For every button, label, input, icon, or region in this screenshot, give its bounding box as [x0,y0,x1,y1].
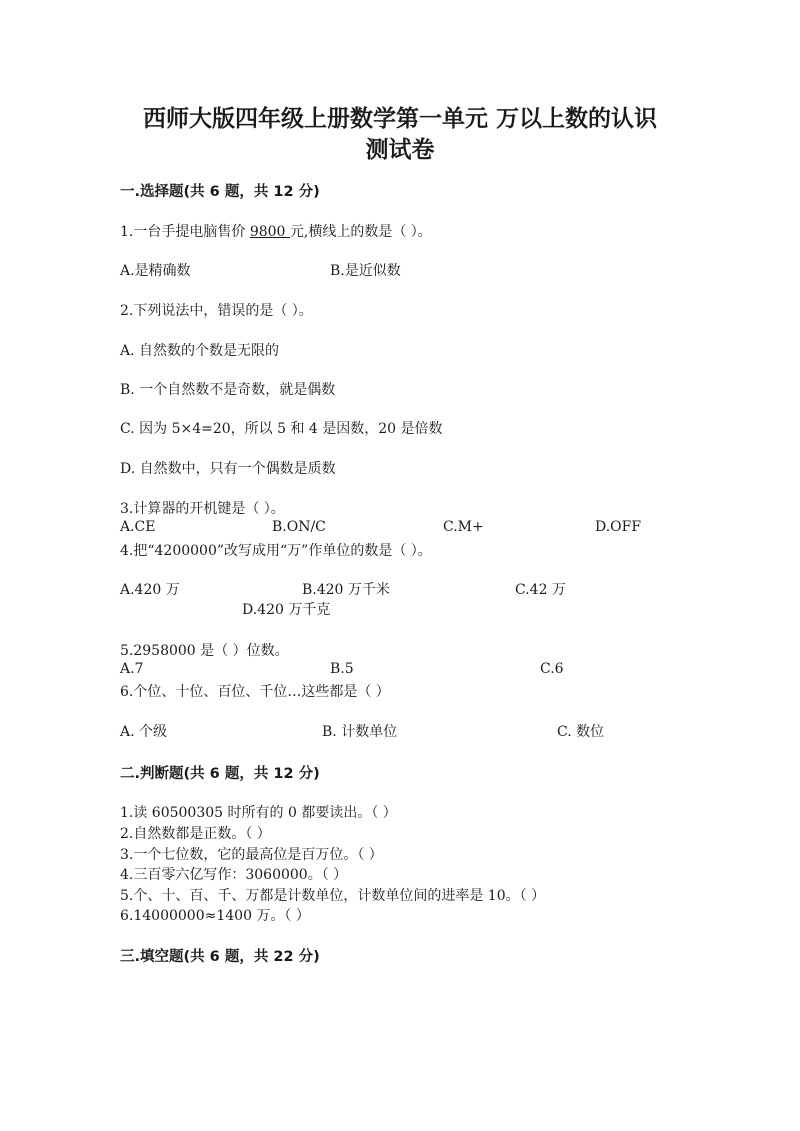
question-2-option-d: D. 自然数中，只有一个偶数是质数 [120,461,336,477]
question-5-option-c: C.6 [540,661,564,677]
question-6-stem: 6.个位、十位、百位、千位…这些都是（ ） [120,684,390,700]
question-2-option-a: A. 自然数的个数是无限的 [120,343,280,359]
question-3-stem: 3.计算器的开机键是（ ）。 [120,501,285,517]
question-5-option-a: A.7 [120,661,144,677]
question-1-stem [120,221,432,241]
question-5-option-b: B.5 [330,661,354,677]
question-2-option-c: C. 因为 5×4=20，所以 5 和 4 是因数，20 是倍数 [120,421,443,437]
question-4-option-a: A.420 万 [120,582,180,598]
question-1-option-b: B.是近似数 [330,263,401,279]
question-1-option-a: A.是精确数 [120,263,191,279]
question-6-option-c: C. 数位 [557,724,605,740]
judge-item-5: 5.个、十、百、千、万都是计数单位，计数单位间的进率是 10。（ ） [120,888,546,904]
question-4-option-b: B.420 万千米 [302,582,390,598]
question-1-underlined-number: 9800 [249,224,290,240]
section-heading-judge: 二.判断题(共 6 题，共 12 分) [120,766,320,782]
judge-item-3: 3.一个七位数，它的最高位是百万位。（ ） [120,847,383,863]
question-3-option-b: B.ON/C [272,519,326,535]
question-1-text-post: 元,横线上的数是（ ）。 [289,224,432,240]
judge-item-6: 6.14000000≈1400 万。（ ） [120,908,310,924]
page-title-line2: 测试卷 [365,137,435,163]
judge-item-4: 4.三百零六亿写作：3060000。（ ） [120,867,348,883]
question-3-option-d: D.OFF [595,519,642,535]
judge-item-2: 2.自然数都是正数。（ ） [120,826,271,842]
question-1-text-pre: 1.一台手提电脑售价 [120,224,250,240]
question-3-option-c: C.M+ [443,519,484,535]
question-4-stem: 4.把“4200000”改写成用“万”作单位的数是（ ）。 [120,543,432,559]
question-6-option-a: A. 个级 [120,724,168,740]
section-heading-choice: 一.选择题(共 6 题，共 12 分) [120,184,320,200]
section-heading-fill: 三.填空题(共 6 题，共 22 分) [120,949,320,965]
question-6-option-b: B. 计数单位 [322,724,398,740]
question-2-stem: 2.下列说法中，错误的是（ ）。 [120,303,313,319]
question-4-option-c: C.42 万 [515,582,566,598]
judge-item-1: 1.读 60500305 时所有的 0 都要读出。（ ） [120,805,397,821]
question-5-stem: 5.2958000 是（ ）位数。 [120,643,289,659]
page-title-line1: 西师大版四年级上册数学第一单元 万以上数的认识 [142,106,657,132]
question-3-option-a: A.CE [120,519,156,535]
question-2-option-b: B. 一个自然数不是奇数，就是偶数 [120,382,336,398]
question-4-option-d: D.420 万千克 [242,602,331,618]
